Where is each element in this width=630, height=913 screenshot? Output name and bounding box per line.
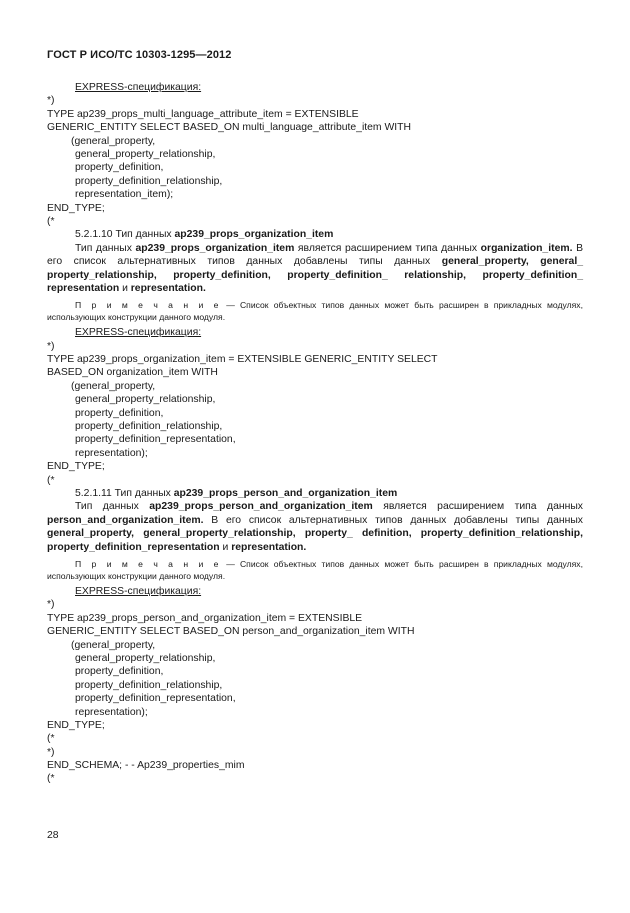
code-line: (* — [47, 474, 55, 486]
section-heading: 5.2.1.10 Тип данных ap239_props_organization_item — [75, 229, 334, 241]
page-number: 28 — [47, 830, 59, 841]
code-line: (* — [47, 215, 55, 227]
code-item: (general_property, — [71, 639, 156, 651]
code-item: general_property_relationship, — [75, 394, 216, 406]
code-item: property_definition_relationship, — [75, 421, 223, 433]
code-item: property_definition_representation, — [75, 434, 236, 446]
code-line: (* — [47, 733, 55, 745]
note-paragraph: П р и м е ч а н и е — Список объектных типов данных может быть расширен в прикладных модулях, использующих конструкции данного модуля. — [47, 559, 583, 582]
code-item: representation_item); — [75, 189, 174, 201]
code-line: GENERIC_ENTITY SELECT BASED_ON multi_language_attribute_item WITH — [47, 122, 412, 134]
page-content — [47, 81, 583, 786]
code-item: property_definition_relationship, — [75, 175, 223, 187]
code-line: GENERIC_ENTITY SELECT BASED_ON person_and_organization_item WITH — [47, 626, 415, 638]
code-line: *) — [47, 95, 55, 107]
code-line: TYPE ap239_props_multi_language_attribute_item = EXTENSIBLE — [47, 108, 359, 120]
note-paragraph: П р и м е ч а н и е — Список объектных типов данных может быть расширен в прикладных модулях, использующих конструкции данного модуля. — [47, 300, 583, 323]
code-line: *) — [47, 746, 55, 758]
express-spec-label: EXPRESS-спецификация: — [75, 586, 202, 598]
code-item: (general_property, — [71, 380, 156, 392]
express-spec-label: EXPRESS-спецификация: — [75, 327, 202, 339]
code-item: representation); — [75, 706, 148, 718]
section-heading: 5.2.1.11 Тип данных ap239_props_person_and_organization_item — [75, 488, 398, 499]
code-item: property_definition, — [75, 407, 164, 419]
code-line: *) — [47, 599, 55, 611]
code-line: END_SCHEMA; - - Ap239_properties_mim — [47, 760, 245, 772]
code-item: representation); — [75, 447, 148, 459]
section-paragraph: Тип данных ap239_props_person_and_organization_item является расширением типа данных person_and_organization_item. В его список альтернативных типов данных добавлены типы данных general_property, general_property_relationship, property_ definition, property_definition_relationship, property_definition_representation и representation. — [47, 501, 583, 553]
code-line: TYPE ap239_props_person_and_organization_item = EXTENSIBLE — [47, 612, 363, 624]
code-line: BASED_ON organization_item WITH — [47, 367, 218, 379]
code-item: general_property_relationship, — [75, 148, 216, 160]
code-item: property_definition_relationship, — [75, 679, 223, 691]
code-line: TYPE ap239_props_organization_item = EXTENSIBLE GENERIC_ENTITY SELECT — [47, 354, 438, 366]
code-line: END_TYPE; — [47, 202, 105, 214]
section-paragraph: Тип данных ap239_props_organization_item является расширением типа данных organization_item. В его список альтернативных типов данных добавлены типы данных general_property, general_ property_relationship, property_definition, property_definition_ relationship, property_definition_ representation и representation. — [47, 242, 583, 294]
code-item: property_definition, — [75, 162, 164, 174]
document-header: ГОСТ Р ИСО/ТС 10303-1295—2012 — [47, 49, 232, 61]
code-item: (general_property, — [71, 135, 156, 147]
code-line: *) — [47, 340, 55, 352]
code-item: property_definition, — [75, 666, 164, 678]
express-spec-label: EXPRESS-спецификация: — [75, 82, 202, 93]
code-item: property_definition_representation, — [75, 693, 236, 705]
code-line: (* — [47, 773, 55, 785]
code-item: general_property_relationship, — [75, 652, 216, 664]
code-line: END_TYPE; — [47, 461, 105, 473]
code-line: END_TYPE; — [47, 719, 105, 731]
